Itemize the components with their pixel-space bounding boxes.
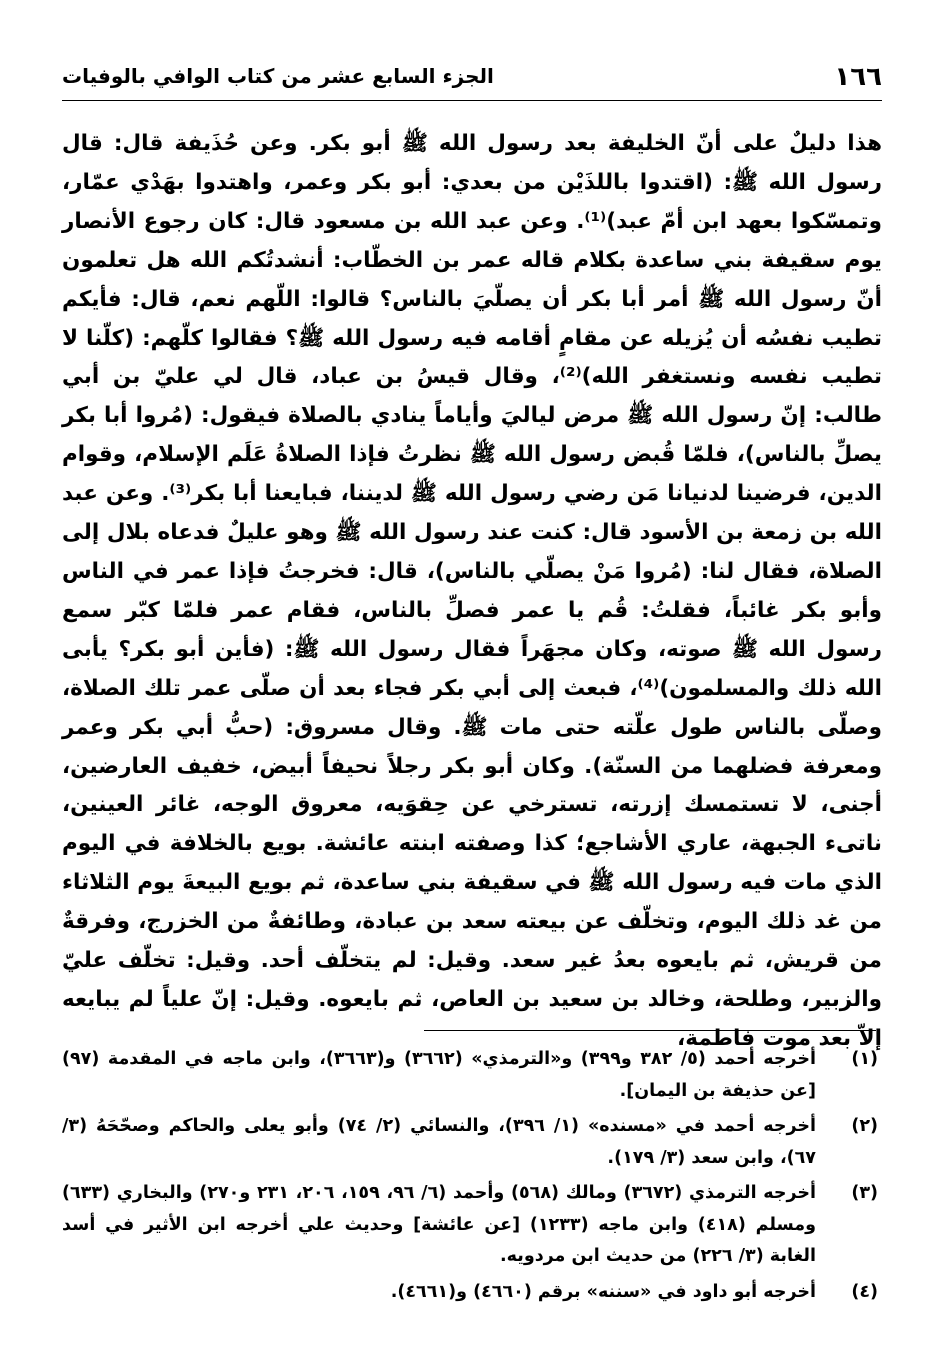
footnote-1 (62, 1044, 882, 1107)
footnote-text: أخرجه أبو داود في «سننه» برقم (٤٦٦٠) و(٤٦٦١). (390, 1281, 816, 1302)
footnote-text: أخرجه الترمذي (٣٦٧٢) ومالك (٥٦٨) وأحمد (٦/ ٩٦، ١٥٩، ٢٠٦، ٢٣١ و٢٧٠) والبخاري (٦٣٣) ومسلم (٤١٨) وابن ماجه (١٢٣٣) [عن عائشة] وحديث علي أخرجه ابن الأثير في أسد الغابة (٣/ ٢٢٦) من حديث ابن مردويه. (62, 1183, 816, 1266)
footnote-number: (٤) (851, 1281, 878, 1302)
footnote-number: (١) (851, 1049, 878, 1069)
page-number: ١٦٦ (834, 62, 882, 92)
footnote-number: (٣) (851, 1183, 878, 1203)
running-title: الجزء السابع عشر من كتاب الوافي بالوفيات (62, 64, 494, 88)
footnote-text: أخرجه أحمد (٥/ ٣٨٢ و٣٩٩) و«الترمذي» (٣٦٦٢) و(٣٦٦٣)، وابن ماجه في المقدمة (٩٧) [عن حذيفة بن اليمان]. (62, 1049, 816, 1101)
footnote-separator (424, 1030, 876, 1031)
main-text (62, 125, 882, 1059)
footnote-number: (٢) (851, 1116, 878, 1136)
footnotes (62, 1044, 882, 1312)
page-header (62, 60, 882, 101)
body-paragraph: هذا دليلٌ على أنّ الخليفة بعد رسول الله ﷺ أبو بكر. وعن حُذَيفة قال: قال رسول الله ﷺ: (اقتدوا باللذَيْن من بعدي: أبو بكر وعمر، واهتدوا بهَدْي عمّار، وتمسّكوا بعهد ابن أمّ عبد)⁽¹⁾. وعن عبد الله بن مسعود قال: كان رجوع الأنصار يوم سقيفة بني ساعدة بكلام قاله عمر بن الخطّاب: أنشدتُكم الله هل تعلمون أنّ رسول الله ﷺ أمر أبا بكر أن يصلّيَ بالناس؟ قالوا: اللّهم نعم، قال: فأيكم تطيب نفسُه أن يُزيله عن مقامٍ أقامه فيه رسول الله ﷺ؟ فقالوا كلّهم: (كلّنا لا تطيب نفسه ونستغفر الله)⁽²⁾، وقال قيسُ بن عباد، قال لي عليّ بن أبي طالب: إنّ رسول الله ﷺ مرض لياليَ وأياماً ينادي بالصلاة فيقول: (مُروا أبا بكر يصلِّ بالناس)، فلمّا قُبض رسول الله ﷺ نظرتُ فإذا الصلاةُ عَلَم الإسلام، وقوام الدين، فرضينا لدنيانا مَن رضي رسول الله ﷺ لديننا، فبايعنا أبا بكر⁽³⁾. وعن عبد الله بن زمعة بن الأسود قال: كنت عند رسول الله ﷺ وهو عليلٌ فدعاه بلال إلى الصلاة، فقال لنا: (مُروا مَنْ يصلّي بالناس)، قال: فخرجتُ فإذا عمر في الناس وأبو بكر غائباً، فقلتُ: قُم يا عمر فصلِّ بالناس، فقام عمر فلمّا كبّر سمع رسول الله ﷺ صوته، وكان مجهَراً فقال رسول الله ﷺ: (فأين أبو بكر؟ يأبى الله ذلك والمسلمون)⁽⁴⁾، فبعث إلى أبي بكر فجاء بعد أن صلّى عمر تلك الصلاة، وصلّى بالناس طول علّته حتى مات ﷺ. وقال مسروق: (حبُّ أبي بكر وعمر ومعرفة فضلهما من السنّة). وكان أبو بكر رجلاً نحيفاً أبيض، خفيف العارضين، أجنى، لا تستمسك إزرته، تسترخي عن حِقوَيه، معروق الوجه، غائر العينين، ناتىء الجبهة، عاري الأشاجع؛ كذا وصفته ابنته عائشة. بويع بالخلافة في اليوم الذي مات فيه رسول الله ﷺ في سقيفة بني ساعدة، ثم بويع البيعةَ يوم الثلاثاء من غد ذلك اليوم، وتخلّف عن بيعته سعد بن عبادة، وطائفةٌ من الخزرج، وفرقةٌ من قريش، ثم بايعوه بعدُ غير سعد. وقيل: لم يتخلّف أحد. وقيل: تخلّف عليّ والزبير، وطلحة، وخالد بن سعيد بن العاص، ثم بايعوه. وقيل: إنّ علياً لم يبايعه إلاّ بعد موت فاطمة، (62, 131, 883, 1051)
footnote-4 (62, 1277, 882, 1309)
footnote-text: أخرجه أحمد في «مسنده» (١/ ٣٩٦)، والنسائي (٢/ ٧٤) وأبو يعلى والحاكم وصحّحَهُ (٣/ ٦٧)، وابن سعد (٣/ ١٧٩). (62, 1116, 816, 1168)
footnote-3 (62, 1178, 882, 1273)
footnote-2 (62, 1111, 882, 1174)
